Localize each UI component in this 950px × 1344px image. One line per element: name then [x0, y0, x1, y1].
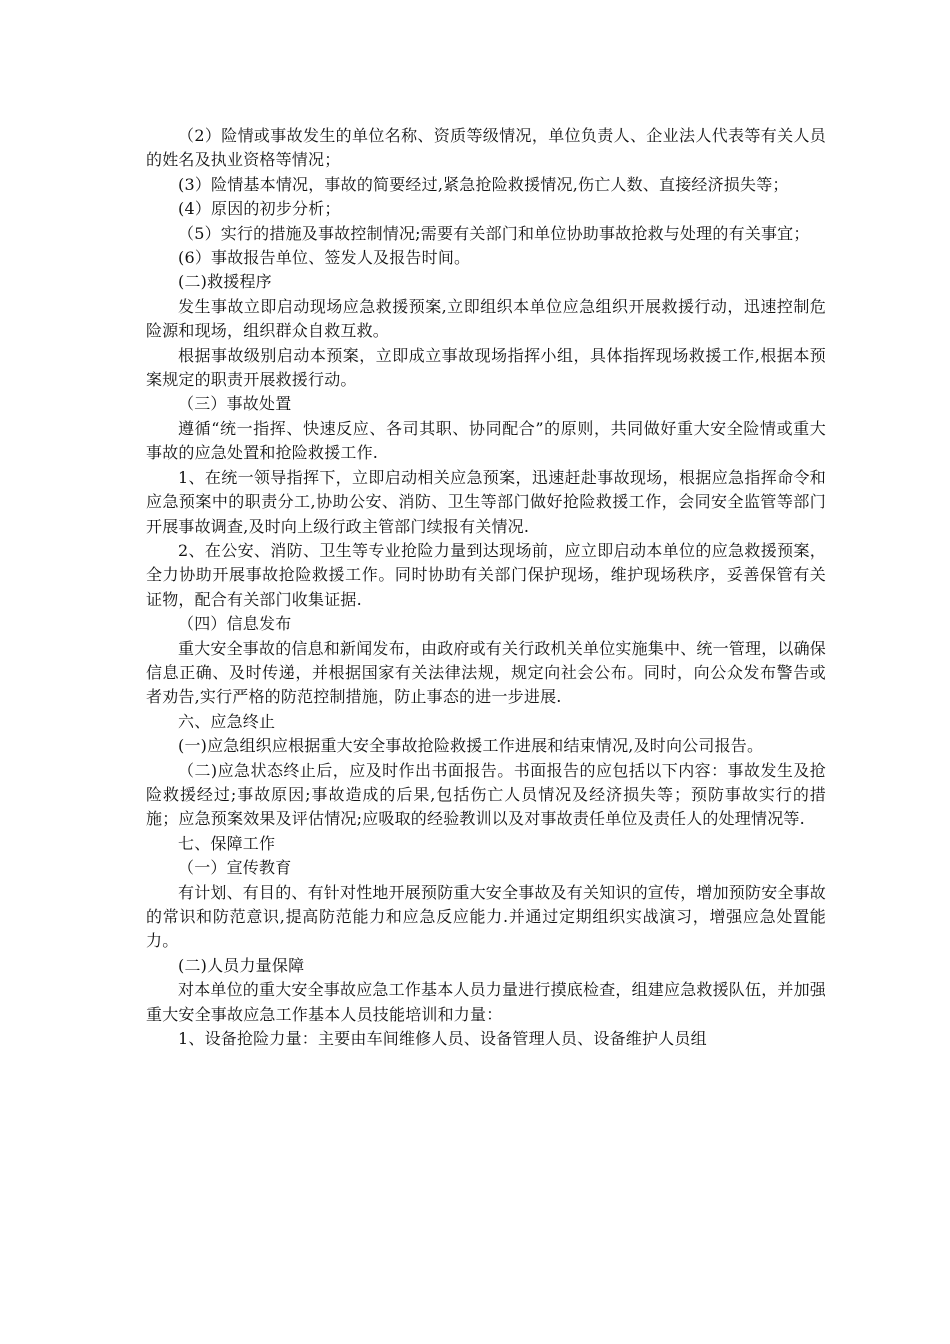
document-page: [146, 124, 826, 1051]
paragraph-personnel-support: 对本单位的重大安全事故应急工作基本人员力量进行摸底检查，组建应急救援队伍，并加强重大安全事故应急工作基本人员技能培训和力量：: [146, 980, 827, 1024]
section-heading-accident-handling: （三）事故处置: [178, 394, 292, 414]
paragraph-termination-item-1: (一)应急组织应根据重大安全事故抢险救援工作进展和结束情况,及时向公司报告。: [178, 736, 764, 756]
paragraph-item-4-cause: (4）原因的初步分析；: [178, 199, 341, 219]
paragraph-handling-item-1: 1、在统一领导指挥下，立即启动相关应急预案，迅速赶赴事故现场，根据应急指挥命令和应急预案中的职责分工,协助公安、消防、卫生等部门做好抢险救援工作，会同安全监管等部门开展事故调查,及时向上级行政主管部门续报有关情况.: [146, 467, 826, 536]
paragraph-item-2-unit-info: （2）险情或事故发生的单位名称、资质等级情况，单位负责人、企业法人代表等有关人员的姓名及执业资格等情况；: [146, 126, 826, 170]
paragraph-information-release: 重大安全事故的信息和新闻发布，由政府或有关行政机关单位实施集中、统一管理，以确保信息正确、及时传递，并根据国家有关法律法规，规定向社会公布。同时，向公众发布警告或者劝告,实行严格的防范控制措施，防止事态的进一步进展.: [146, 638, 827, 707]
paragraph-publicity-education: 有计划、有目的、有针对性地开展预防重大安全事故及有关知识的宣传，增加预防安全事故的常识和防范意识,提高防范能力和应急反应能力.并通过定期组织实战演习，增强应急处置能力。: [146, 882, 827, 951]
section-heading-information-release: （四）信息发布: [178, 614, 292, 634]
paragraph-equipment-rescue-force: 1、设备抢险力量：主要由车间维修人员、设备管理人员、设备维护人员组: [178, 1029, 707, 1049]
paragraph-rescue-start: 发生事故立即启动现场应急救援预案,立即组织本单位应急组织开展救援行动，迅速控制危险源和现场，组织群众自救互救。: [146, 296, 826, 341]
paragraph-termination-item-2: （二)应急状态终止后，应及时作出书面报告。书面报告的应包括以下内容：事故发生及抢险救援经过;事故原因;事故造成的后果,包括伤亡人员情况及经济损失等；预防事故实行的措施；应急预案效果及评估情况;应吸取的经验教训以及对事故责任单位及责任人的处理情况等.: [146, 760, 826, 829]
section-heading-rescue-procedure: (二)救援程序: [178, 272, 272, 292]
section-heading-publicity-education: （一）宣传教育: [178, 858, 292, 878]
section-heading-support-work: 七、保障工作: [178, 833, 276, 853]
paragraph-handling-item-2: 2、在公安、消防、卫生等专业抢险力量到达现场前，应立即启动本单位的应急救援预案，全力协助开展事故抢险救援工作。同时协助有关部门保护现场，维护现场秩序，妥善保管有关证物，配合有关部门收集证据.: [146, 540, 826, 609]
paragraph-handling-principle: 遵循“统一指挥、快速反应、各司其职、协同配合”的原则，共同做好重大安全险情或重大事故的应急处置和抢险救援工作.: [146, 418, 826, 463]
paragraph-item-3-situation: (3）险情基本情况，事故的简要经过,紧急抢险救援情况,伤亡人数、直接经济损失等；: [178, 174, 789, 194]
section-heading-emergency-termination: 六、应急终止: [178, 711, 276, 731]
paragraph-item-5-measures: （5）实行的措施及事故控制情况;需要有关部门和单位协助事故抢救与处理的有关事宜；: [178, 223, 810, 243]
paragraph-item-6-reporter: (6）事故报告单位、签发人及报告时间。: [178, 248, 471, 268]
paragraph-rescue-command: 根据事故级别启动本预案，立即成立事故现场指挥小组，具体指挥现场救援工作,根据本预案规定的职责开展救援行动。: [146, 345, 826, 390]
section-heading-personnel-support: (二)人员力量保障: [178, 955, 305, 975]
